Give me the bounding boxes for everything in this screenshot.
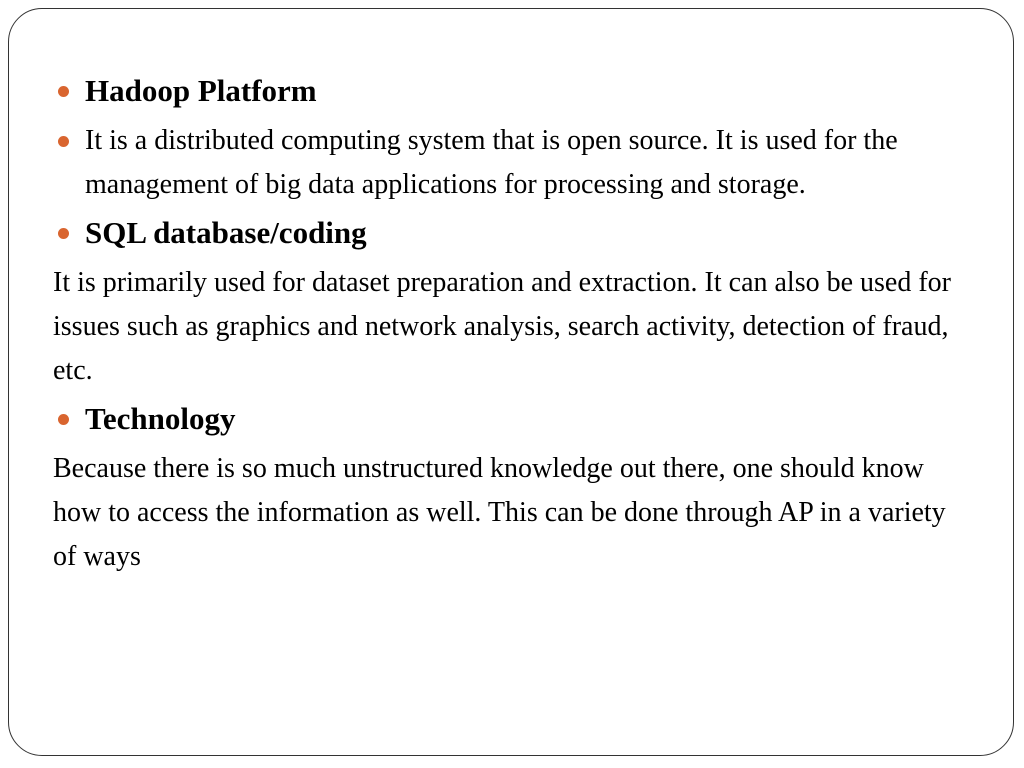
bullet-dot-icon (58, 136, 69, 147)
bullet-dot-icon (58, 414, 69, 425)
bullet-dot-icon (58, 228, 69, 239)
bullet-hadoop-platform (53, 69, 973, 115)
heading-sql-database: SQL database/coding (85, 215, 367, 250)
bullet-hadoop-description (53, 119, 973, 207)
slide-frame (8, 8, 1014, 756)
heading-technology: Technology (85, 401, 236, 436)
hadoop-description: It is a distributed computing system that is open source. It is used for the management of big data applications for processing and storage. (85, 125, 898, 200)
bullet-dot-icon (58, 86, 69, 97)
bullet-technology (53, 397, 973, 443)
technology-description: Because there is so much unstructured knowledge out there, one should know how to access the information as well. This can be done through AP in a variety of ways (53, 453, 946, 572)
slide-content (53, 69, 973, 583)
sql-description: It is primarily used for dataset preparation and extraction. It can also be used for issues such as graphics and network analysis, search activity, detection of fraud, etc. (53, 267, 952, 386)
heading-hadoop-platform: Hadoop Platform (85, 73, 317, 108)
bullet-sql-database (53, 211, 973, 257)
